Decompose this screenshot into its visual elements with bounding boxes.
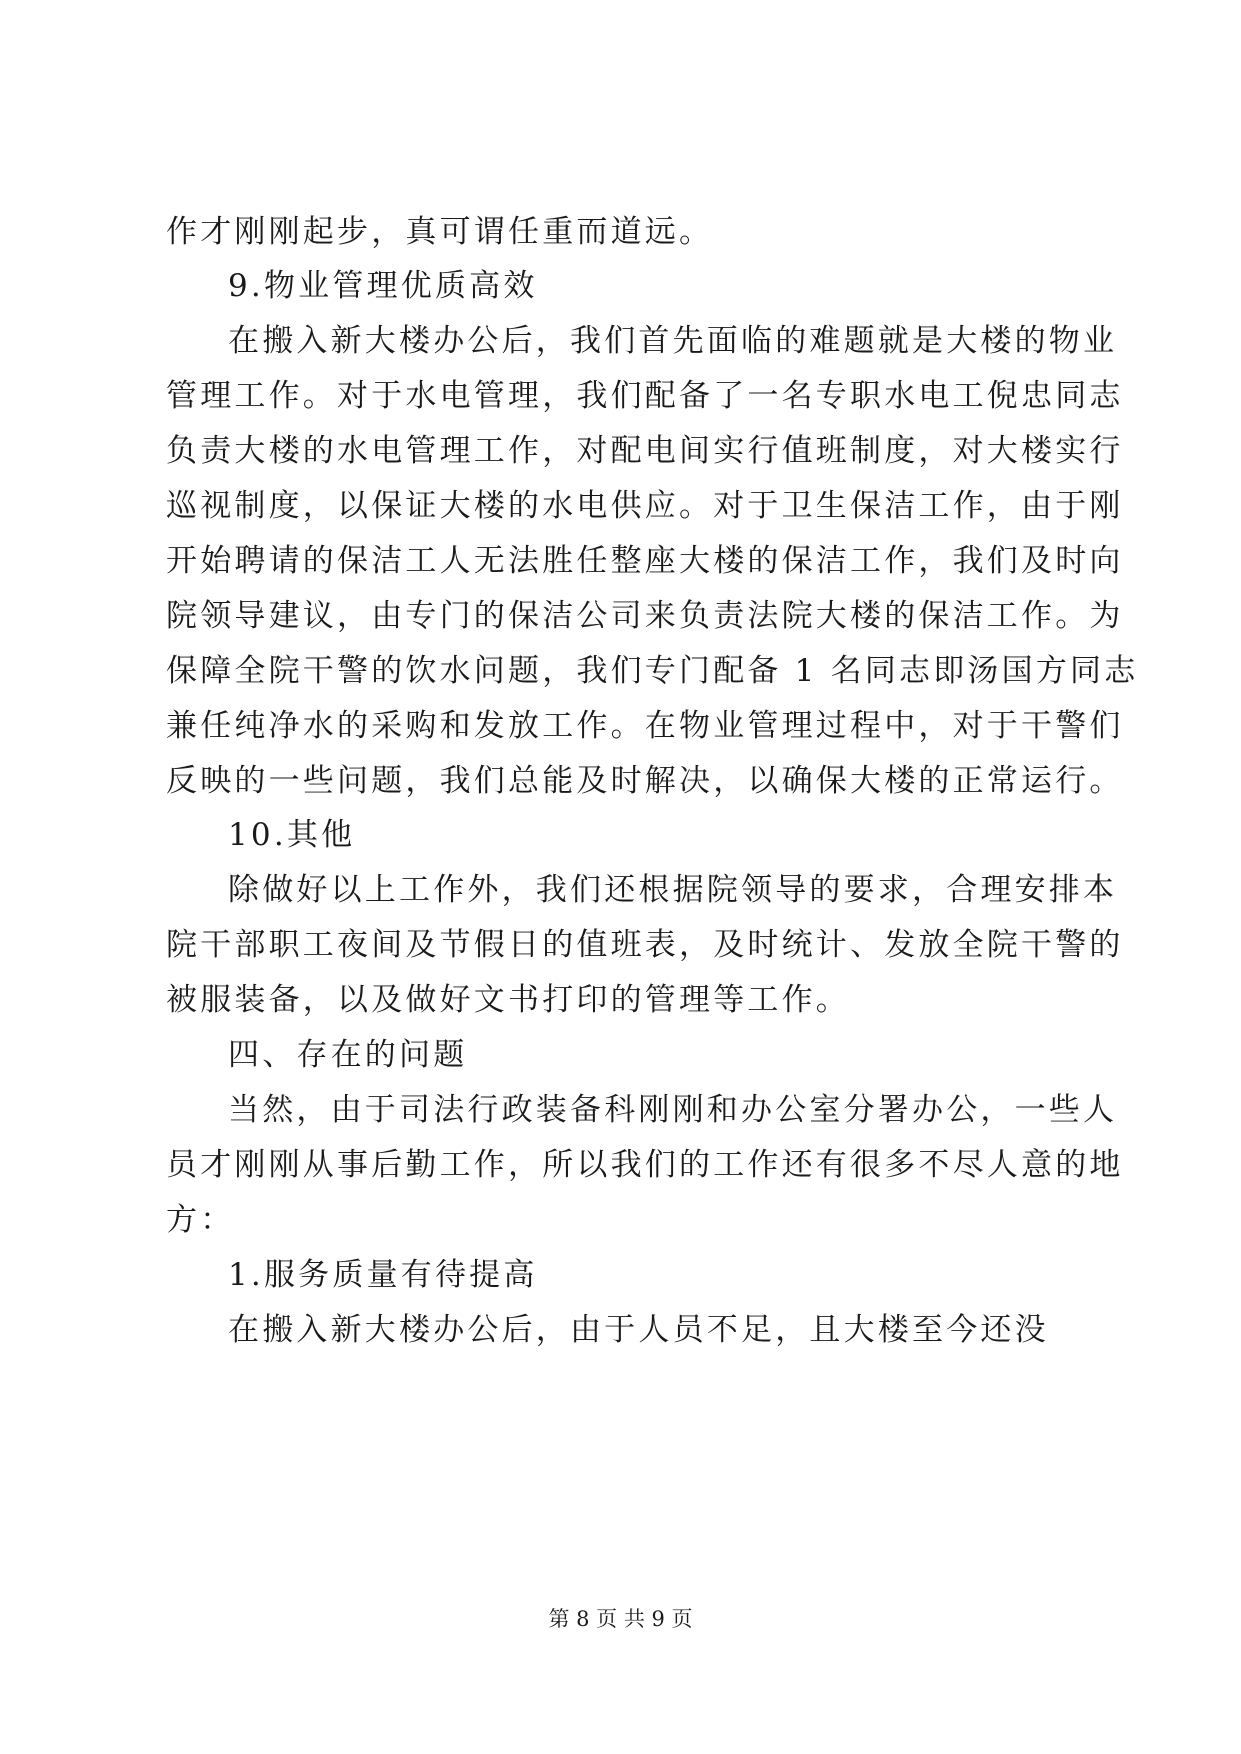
- paragraph-line: 负责大楼的水电管理工作，对配电间实行值班制度，对大楼实行: [166, 433, 1124, 469]
- paragraph-line: 反映的一些问题，我们总能及时解决，以确保大楼的正常运行。: [166, 763, 1124, 799]
- paragraph-line: 被服装备，以及做好文书打印的管理等工作。: [166, 982, 850, 1018]
- paragraph-line: 兼任纯净水的采购和发放工作。在物业管理过程中，对于干警们: [166, 708, 1124, 744]
- paragraph-line: 在搬入新大楼办公后，我们首先面临的难题就是大楼的物业: [228, 323, 1118, 359]
- paragraph-line: 院干部职工夜间及节假日的值班表，及时统计、发放全院干警的: [166, 927, 1124, 963]
- paragraph-line: 在搬入新大楼办公后，由于人员不足，且大楼至今还没: [228, 1312, 1049, 1348]
- paragraph-line: 管理工作。对于水电管理，我们配备了一名专职水电工倪忠同志: [166, 378, 1124, 414]
- section-heading: 10.其他: [228, 817, 356, 853]
- paragraph-line: 员才刚刚从事后勤工作，所以我们的工作还有很多不尽人意的地: [166, 1147, 1124, 1183]
- paragraph-line: 当然，由于司法行政装备科刚刚和办公室分署办公，一些人: [228, 1092, 1118, 1128]
- section-heading: 9.物业管理优质高效: [228, 268, 538, 304]
- page-number-footer: 第 8 页 共 9 页: [548, 1607, 693, 1631]
- paragraph-line: 方：: [166, 1202, 235, 1238]
- section-heading: 四、存在的问题: [228, 1037, 468, 1073]
- paragraph-line: 除做好以上工作外，我们还根据院领导的要求，合理安排本: [228, 872, 1118, 908]
- paragraph-line: 作才刚刚起步，真可谓任重而道远。: [166, 214, 714, 250]
- section-heading: 1.服务质量有待提高: [228, 1257, 538, 1293]
- paragraph-line: 院领导建议，由专门的保洁公司来负责法院大楼的保洁工作。为: [166, 598, 1124, 634]
- paragraph-line: 保障全院干警的饮水问题，我们专门配备 1 名同志即汤国方同志: [166, 653, 1139, 689]
- paragraph-line: 巡视制度，以保证大楼的水电供应。对于卫生保洁工作，由于刚: [166, 488, 1124, 524]
- paragraph-line: 开始聘请的保洁工人无法胜任整座大楼的保洁工作，我们及时向: [166, 543, 1124, 579]
